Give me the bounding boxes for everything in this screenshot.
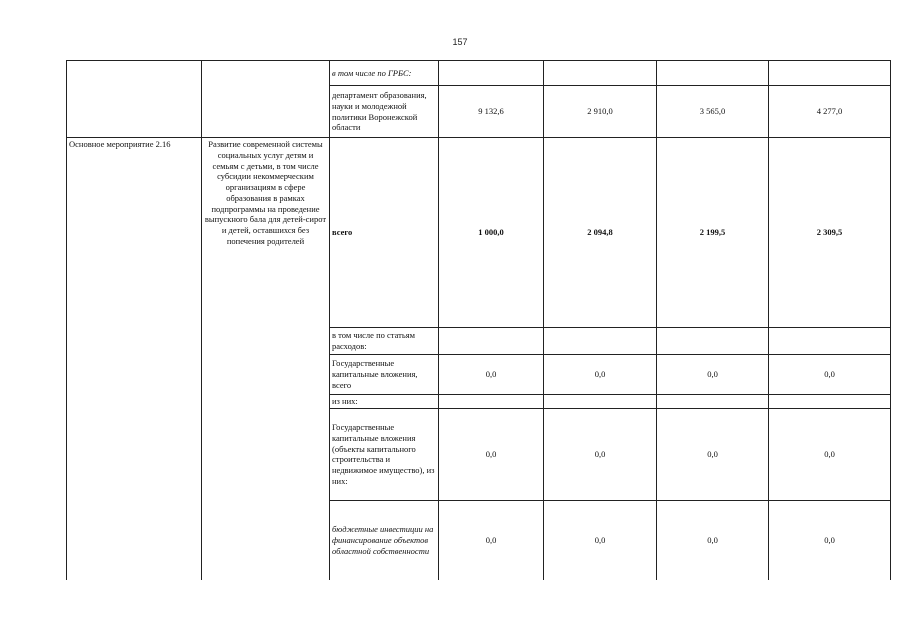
value-cell: [544, 328, 657, 355]
value-cell: [544, 395, 657, 409]
budget-investments-value-2020: 0,0: [544, 500, 657, 580]
capital-objects-value-2020: 0,0: [544, 408, 657, 500]
table-row-total: [67, 138, 891, 328]
table-row-department: [67, 86, 891, 138]
budget-investments-value-2019: 0,0: [439, 500, 544, 580]
capital-total-label: Государственные капитальные вложения, всего: [330, 355, 439, 395]
table-row-grbs: [67, 61, 891, 86]
page-number: 157: [452, 37, 468, 47]
capital-objects-value-2019: 0,0: [439, 408, 544, 500]
by-articles-label: в том числе по статьям расходов:: [330, 328, 439, 355]
budget-investments-label: бюджетные инвестиции на финансирование объектов областной собственности: [330, 500, 439, 580]
capital-total-value-2021: 0,0: [657, 355, 769, 395]
value-cell: [769, 395, 891, 409]
capital-total-value-2019: 0,0: [439, 355, 544, 395]
budget-investments-value-2021: 0,0: [657, 500, 769, 580]
value-cell: [769, 61, 891, 86]
activity-description-cell-empty: [202, 86, 330, 138]
department-value-2022: 4 277,0: [769, 86, 891, 138]
value-cell: [439, 328, 544, 355]
value-cell: [657, 328, 769, 355]
total-value-2022: 2 309,5: [769, 138, 891, 328]
total-value-2021: 2 199,5: [657, 138, 769, 328]
department-value-2021: 3 565,0: [657, 86, 769, 138]
total-label: всего: [330, 138, 439, 328]
capital-objects-label: Государственные капитальные вложения (объекты капитального строительства и недвижимое имущество), из них:: [330, 408, 439, 500]
activity-code-cell-empty: [67, 86, 202, 138]
activity-code-cell-empty: [67, 61, 202, 86]
value-cell: [657, 395, 769, 409]
capital-objects-value-2021: 0,0: [657, 408, 769, 500]
budget-table: [66, 60, 891, 580]
activity-code: Основное мероприятие 2.16: [67, 138, 202, 581]
budget-investments-value-2022: 0,0: [769, 500, 891, 580]
capital-total-value-2020: 0,0: [544, 355, 657, 395]
activity-description-cell-empty: [202, 61, 330, 86]
capital-total-value-2022: 0,0: [769, 355, 891, 395]
activity-description: Развитие современной системы социальных услуг детям и семьям с детьми, в том числе субсидии некоммерческим организациям в сфере образования в рамках подпрограммы на проведение выпускного бала для детей-сирот и детей, оставшихся без попечения родителей: [202, 138, 330, 581]
capital-objects-value-2022: 0,0: [769, 408, 891, 500]
grbs-label: в том числе по ГРБС:: [330, 61, 439, 86]
department-label: департамент образования, науки и молодежной политики Воронежской области: [330, 86, 439, 138]
value-cell: [439, 395, 544, 409]
department-value-2019: 9 132,6: [439, 86, 544, 138]
of-which-label: из них:: [330, 395, 439, 409]
total-value-2019: 1 000,0: [439, 138, 544, 328]
department-value-2020: 2 910,0: [544, 86, 657, 138]
value-cell: [657, 61, 769, 86]
value-cell: [439, 61, 544, 86]
value-cell: [769, 328, 891, 355]
total-value-2020: 2 094,8: [544, 138, 657, 328]
value-cell: [544, 61, 657, 86]
